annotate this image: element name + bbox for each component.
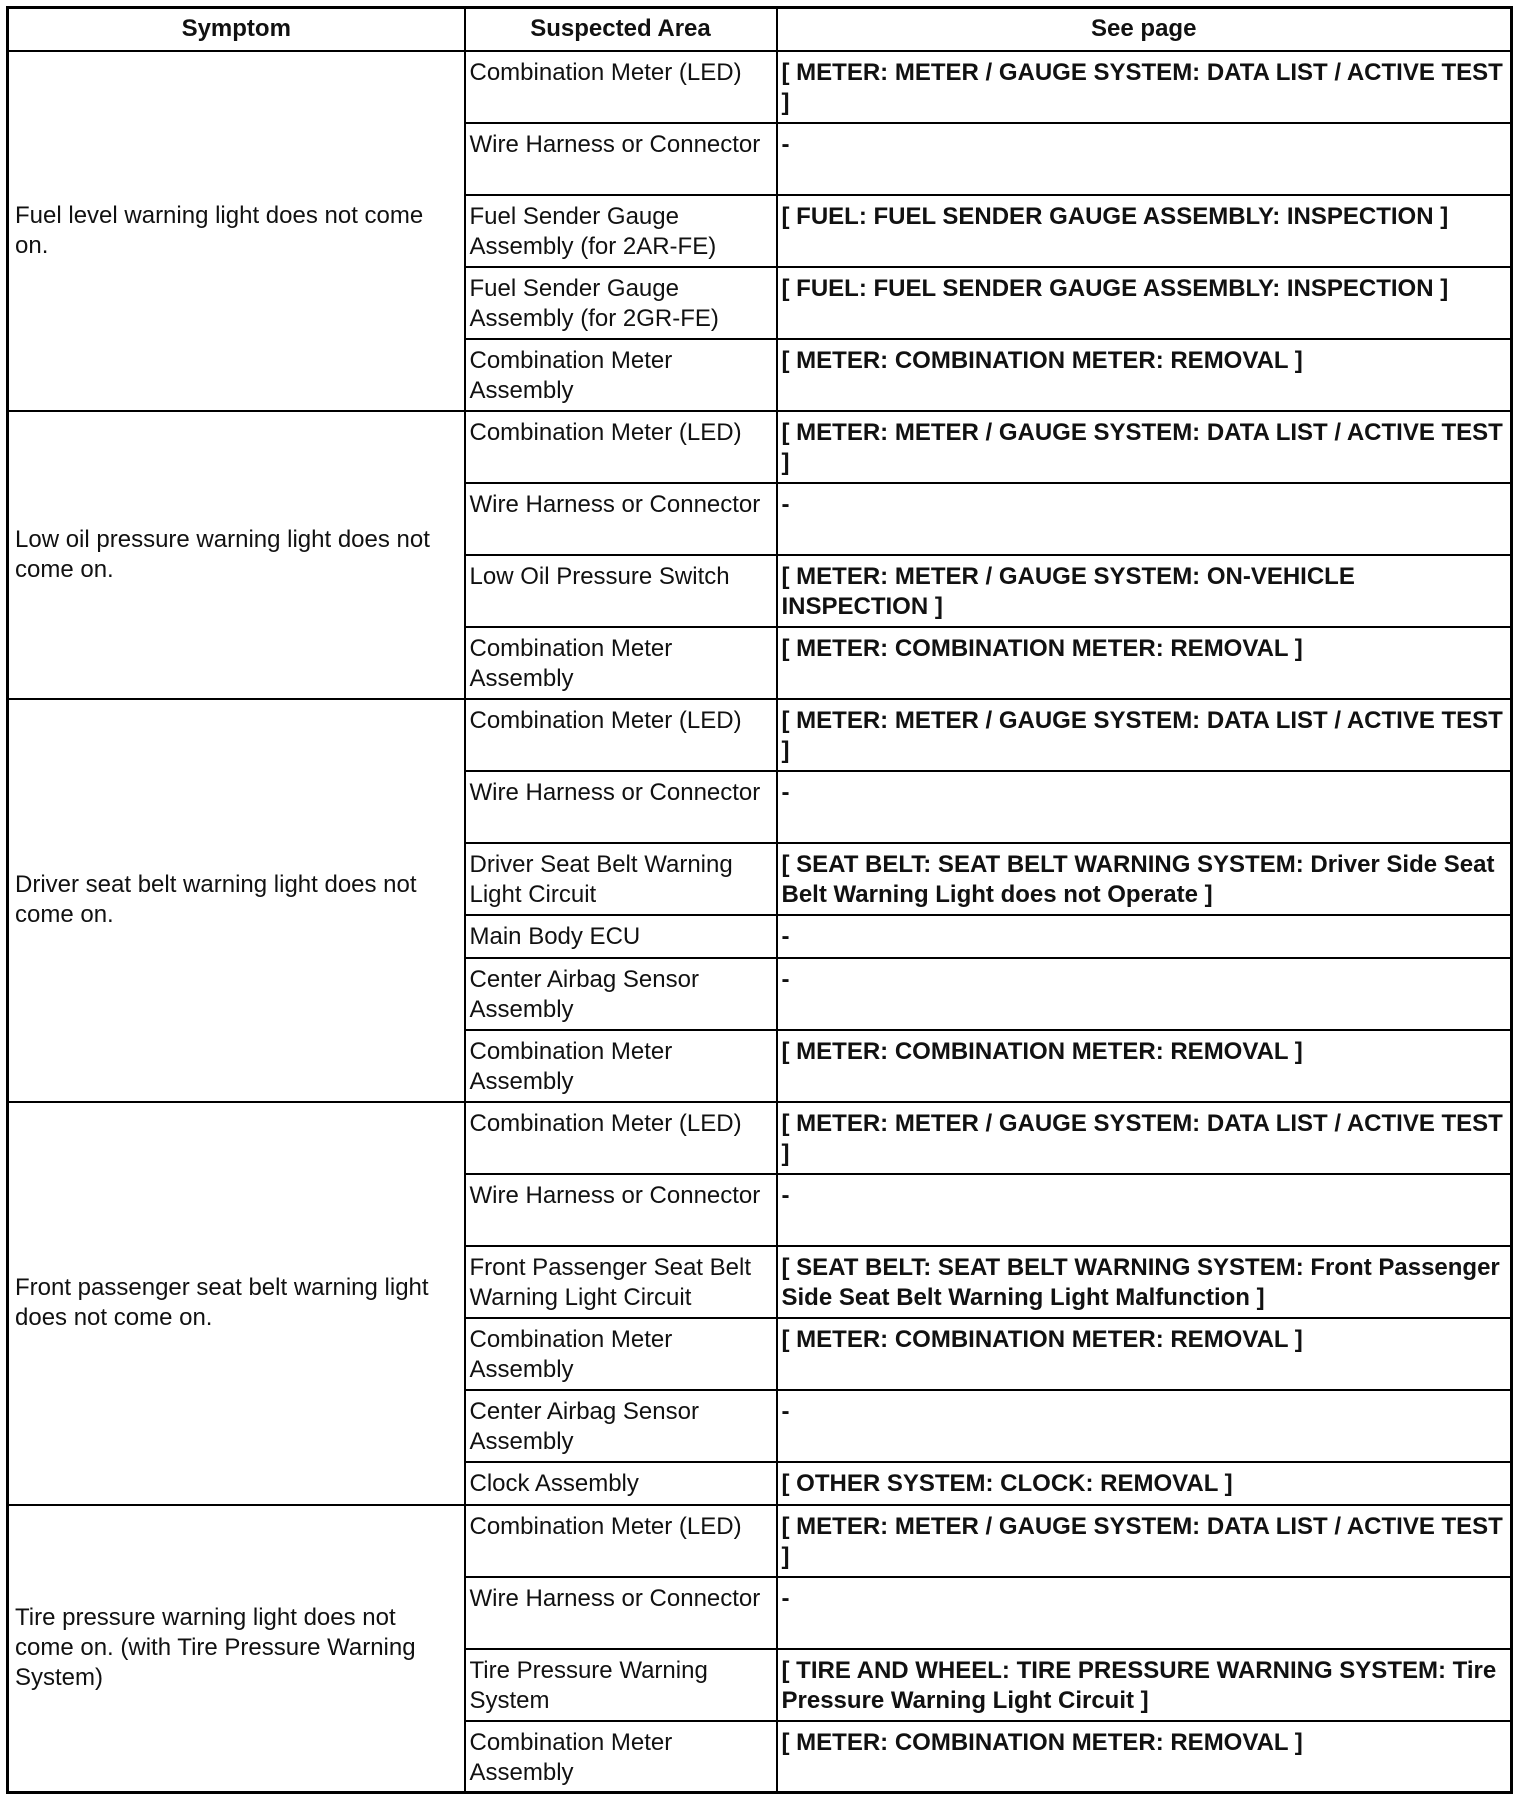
suspected-area-cell: Combination Meter Assembly (465, 1030, 777, 1102)
header-row (8, 8, 1512, 51)
see-page-cell: [ METER: METER / GAUGE SYSTEM: DATA LIST / ACTIVE TEST ] (777, 411, 1512, 483)
see-page-cell: [ TIRE AND WHEEL: TIRE PRESSURE WARNING SYSTEM: Tire Pressure Warning Light Circuit ] (777, 1649, 1512, 1721)
header-see-page: See page (777, 8, 1512, 51)
header-symptom: Symptom (8, 8, 465, 51)
suspected-area-cell: Combination Meter (LED) (465, 51, 777, 123)
see-page-cell: - (777, 483, 1512, 555)
table-row (8, 1505, 1512, 1577)
see-page-cell: - (777, 123, 1512, 195)
see-page-cell: - (777, 958, 1512, 1030)
suspected-area-cell: Center Airbag Sensor Assembly (465, 1390, 777, 1462)
suspected-area-cell: Driver Seat Belt Warning Light Circuit (465, 843, 777, 915)
symptom-cell: Fuel level warning light does not come on. (8, 51, 465, 411)
see-page-cell: [ SEAT BELT: SEAT BELT WARNING SYSTEM: Front Passenger Side Seat Belt Warning Light Malfunction ] (777, 1246, 1512, 1318)
suspected-area-cell: Center Airbag Sensor Assembly (465, 958, 777, 1030)
see-page-cell: [ METER: COMBINATION METER: REMOVAL ] (777, 1721, 1512, 1793)
suspected-area-cell: Combination Meter Assembly (465, 1318, 777, 1390)
suspected-area-cell: Fuel Sender Gauge Assembly (for 2AR-FE) (465, 195, 777, 267)
see-page-cell: - (777, 1174, 1512, 1246)
troubleshooting-table (6, 6, 1513, 1794)
table-row (8, 411, 1512, 483)
symptom-cell: Low oil pressure warning light does not come on. (8, 411, 465, 699)
suspected-area-cell: Fuel Sender Gauge Assembly (for 2GR-FE) (465, 267, 777, 339)
suspected-area-cell: Wire Harness or Connector (465, 123, 777, 195)
see-page-cell: [ METER: METER / GAUGE SYSTEM: DATA LIST / ACTIVE TEST ] (777, 51, 1512, 123)
suspected-area-cell: Low Oil Pressure Switch (465, 555, 777, 627)
suspected-area-cell: Main Body ECU (465, 915, 777, 958)
suspected-area-cell: Combination Meter Assembly (465, 339, 777, 411)
suspected-area-cell: Tire Pressure Warning System (465, 1649, 777, 1721)
suspected-area-cell: Combination Meter (LED) (465, 1102, 777, 1174)
see-page-cell: [ METER: METER / GAUGE SYSTEM: DATA LIST / ACTIVE TEST ] (777, 699, 1512, 771)
see-page-cell: [ METER: COMBINATION METER: REMOVAL ] (777, 1318, 1512, 1390)
see-page-cell: [ METER: METER / GAUGE SYSTEM: ON-VEHICLE INSPECTION ] (777, 555, 1512, 627)
suspected-area-cell: Wire Harness or Connector (465, 483, 777, 555)
table-row (8, 699, 1512, 771)
header-suspected-area: Suspected Area (465, 8, 777, 51)
symptom-cell: Front passenger seat belt warning light does not come on. (8, 1102, 465, 1505)
suspected-area-cell: Wire Harness or Connector (465, 771, 777, 843)
suspected-area-cell: Wire Harness or Connector (465, 1174, 777, 1246)
see-page-cell: [ METER: COMBINATION METER: REMOVAL ] (777, 627, 1512, 699)
see-page-cell: [ SEAT BELT: SEAT BELT WARNING SYSTEM: Driver Side Seat Belt Warning Light does not Operate ] (777, 843, 1512, 915)
see-page-cell: [ METER: METER / GAUGE SYSTEM: DATA LIST / ACTIVE TEST ] (777, 1102, 1512, 1174)
table-row (8, 1102, 1512, 1174)
see-page-cell: - (777, 1390, 1512, 1462)
suspected-area-cell: Combination Meter (LED) (465, 411, 777, 483)
troubleshooting-table-container (6, 6, 1510, 1794)
suspected-area-cell: Wire Harness or Connector (465, 1577, 777, 1649)
see-page-cell: - (777, 915, 1512, 958)
suspected-area-cell: Combination Meter Assembly (465, 1721, 777, 1793)
see-page-cell: - (777, 1577, 1512, 1649)
see-page-cell: [ METER: COMBINATION METER: REMOVAL ] (777, 1030, 1512, 1102)
see-page-cell: [ FUEL: FUEL SENDER GAUGE ASSEMBLY: INSPECTION ] (777, 195, 1512, 267)
table-row (8, 51, 1512, 123)
suspected-area-cell: Combination Meter (LED) (465, 699, 777, 771)
suspected-area-cell: Combination Meter Assembly (465, 627, 777, 699)
see-page-cell: [ METER: COMBINATION METER: REMOVAL ] (777, 339, 1512, 411)
see-page-cell: [ METER: METER / GAUGE SYSTEM: DATA LIST / ACTIVE TEST ] (777, 1505, 1512, 1577)
suspected-area-cell: Clock Assembly (465, 1462, 777, 1505)
symptom-cell: Driver seat belt warning light does not come on. (8, 699, 465, 1102)
symptom-cell: Tire pressure warning light does not come on. (with Tire Pressure Warning System) (8, 1505, 465, 1793)
see-page-cell: [ OTHER SYSTEM: CLOCK: REMOVAL ] (777, 1462, 1512, 1505)
see-page-cell: - (777, 771, 1512, 843)
suspected-area-cell: Combination Meter (LED) (465, 1505, 777, 1577)
see-page-cell: [ FUEL: FUEL SENDER GAUGE ASSEMBLY: INSPECTION ] (777, 267, 1512, 339)
suspected-area-cell: Front Passenger Seat Belt Warning Light Circuit (465, 1246, 777, 1318)
